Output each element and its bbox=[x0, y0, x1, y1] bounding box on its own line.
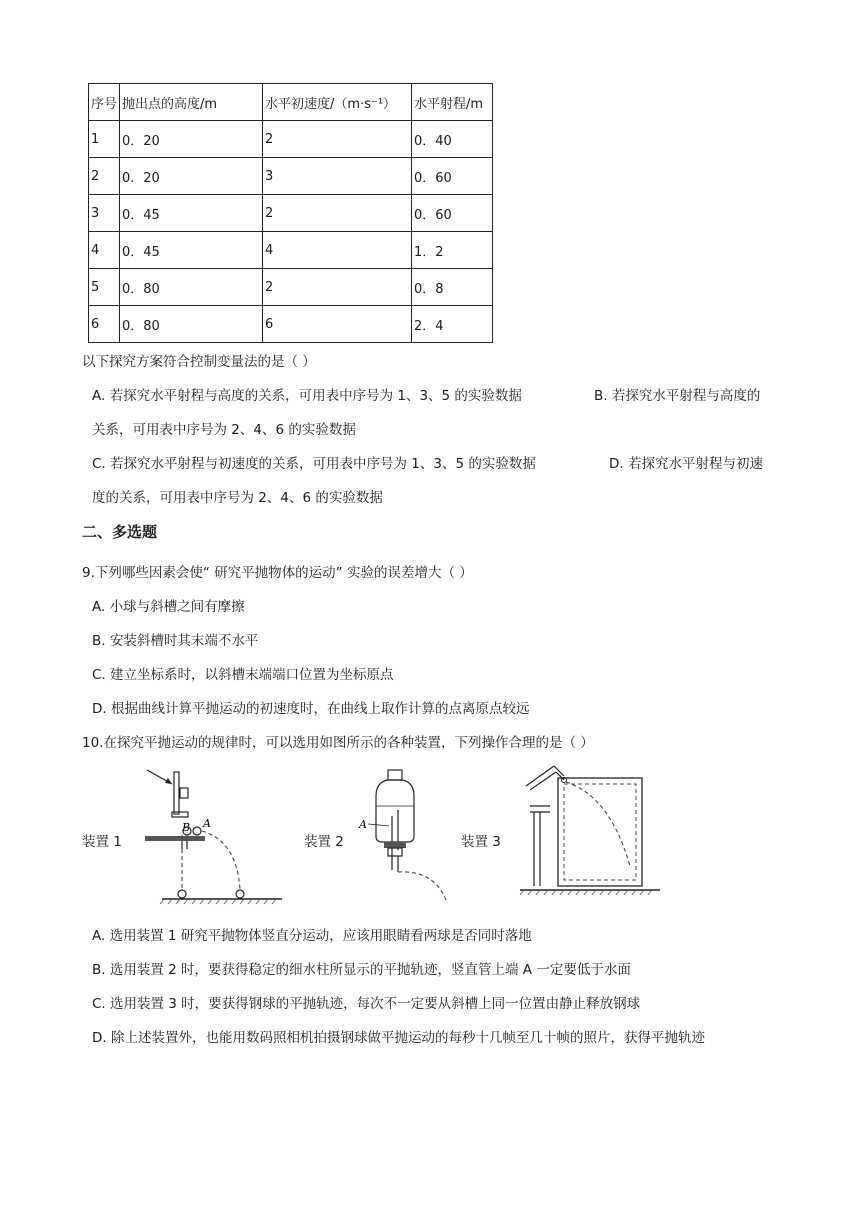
device-1-diagram bbox=[142, 766, 292, 906]
table-cell: 0．20 bbox=[120, 158, 263, 195]
table-cell: 0．80 bbox=[120, 306, 263, 343]
table-header-cell: 抛出点的高度/m bbox=[120, 84, 263, 121]
table-cell: 3 bbox=[89, 195, 120, 232]
device-2-label: 装置 2 bbox=[304, 834, 344, 850]
table-header-row bbox=[89, 84, 493, 121]
table-cell: 6 bbox=[263, 306, 412, 343]
table-cell: 2．4 bbox=[412, 306, 493, 343]
device-3-diagram bbox=[520, 756, 670, 896]
q9-option-a: A. 小球与斜槽之间有摩擦 bbox=[92, 599, 245, 615]
q9-option-b: B. 安装斜槽时其末端不水平 bbox=[92, 633, 259, 649]
table-row bbox=[89, 269, 493, 306]
table-header-cell: 水平射程/m bbox=[412, 84, 493, 121]
table-cell: 6 bbox=[89, 306, 120, 343]
section-heading: 二、多选题 bbox=[82, 523, 158, 541]
table-row bbox=[89, 121, 493, 158]
table-header-cell: 水平初速度/（m·s⁻¹） bbox=[263, 84, 412, 121]
table-cell: 3 bbox=[263, 158, 412, 195]
table-cell: 1．2 bbox=[412, 232, 493, 269]
mark-b: B bbox=[182, 821, 191, 834]
table-cell: 2 bbox=[89, 158, 120, 195]
table-cell: 0．8 bbox=[412, 269, 493, 306]
table-cell: 0．45 bbox=[120, 232, 263, 269]
device-1-label: 装置 1 bbox=[82, 834, 122, 850]
table-cell: 1 bbox=[89, 121, 120, 158]
table-row bbox=[89, 306, 493, 343]
table-cell: 4 bbox=[263, 232, 412, 269]
experiment-data-table bbox=[88, 83, 493, 343]
q10-option-b: B. 选用装置 2 时，要获得稳定的细水柱所显示的平抛轨迹，竖直管上端 A 一定要低于水面 bbox=[92, 962, 631, 978]
q10-option-c: C. 选用装置 3 时，要获得钢球的平抛轨迹，每次不一定要从斜槽上同一位置由静止释放钢球 bbox=[92, 996, 641, 1012]
table-cell: 0．45 bbox=[120, 195, 263, 232]
q10-option-d: D. 除上述装置外，也能用数码照相机拍摄钢球做平抛运动的每秒十几帧至几十帧的照片，获得平抛轨迹 bbox=[92, 1030, 705, 1046]
q8-option-a: A. 若探究水平射程与高度的关系，可用表中序号为 1、3、5 的实验数据 bbox=[92, 388, 522, 404]
table-cell: 2 bbox=[263, 121, 412, 158]
table-header-cell: 序号 bbox=[89, 84, 120, 121]
table-cell: 4 bbox=[89, 232, 120, 269]
table-cell: 0．80 bbox=[120, 269, 263, 306]
table-cell: 2 bbox=[263, 195, 412, 232]
q8-option-b-part2: 关系，可用表中序号为 2、4、6 的实验数据 bbox=[92, 422, 356, 438]
q8-option-d-part2: 度的关系，可用表中序号为 2、4、6 的实验数据 bbox=[92, 490, 383, 506]
q9-option-d: D. 根据曲线计算平抛运动的初速度时，在曲线上取作计算的点离原点较远 bbox=[92, 701, 530, 717]
mark-a: A bbox=[203, 817, 211, 830]
table-cell: 0．40 bbox=[412, 121, 493, 158]
q8-option-c: C. 若探究水平射程与初速度的关系，可用表中序号为 1、3、5 的实验数据 bbox=[92, 456, 536, 472]
q8-option-b-part1: B. 若探究水平射程与高度的 bbox=[594, 388, 761, 404]
table-row bbox=[89, 195, 493, 232]
device-2-diagram bbox=[354, 766, 454, 906]
table-cell: 5 bbox=[89, 269, 120, 306]
table-cell: 0．60 bbox=[412, 195, 493, 232]
table-cell: 2 bbox=[263, 269, 412, 306]
q10-option-a: A. 选用装置 1 研究平抛物体竖直分运动，应该用眼睛看两球是否同时落地 bbox=[92, 928, 532, 944]
table-row bbox=[89, 158, 493, 195]
table-cell: 0．20 bbox=[120, 121, 263, 158]
mark-a-tube: A bbox=[359, 818, 367, 831]
q9-stem: 9.下列哪些因素会使“ 研究平抛物体的运动” 实验的误差增大（ ） bbox=[82, 565, 473, 581]
q8-stem: 以下探究方案符合控制变量法的是（ ） bbox=[82, 354, 316, 370]
q9-option-c: C. 建立坐标系时，以斜槽末端端口位置为坐标原点 bbox=[92, 667, 394, 683]
table-cell: 0．60 bbox=[412, 158, 493, 195]
q10-stem: 10.在探究平抛运动的规律时，可以选用如图所示的各种装置，下列操作合理的是（ ） bbox=[82, 735, 594, 751]
table-row bbox=[89, 232, 493, 269]
device-3-label: 装置 3 bbox=[461, 834, 501, 850]
q8-option-d-part1: D. 若探究水平射程与初速 bbox=[609, 456, 763, 472]
